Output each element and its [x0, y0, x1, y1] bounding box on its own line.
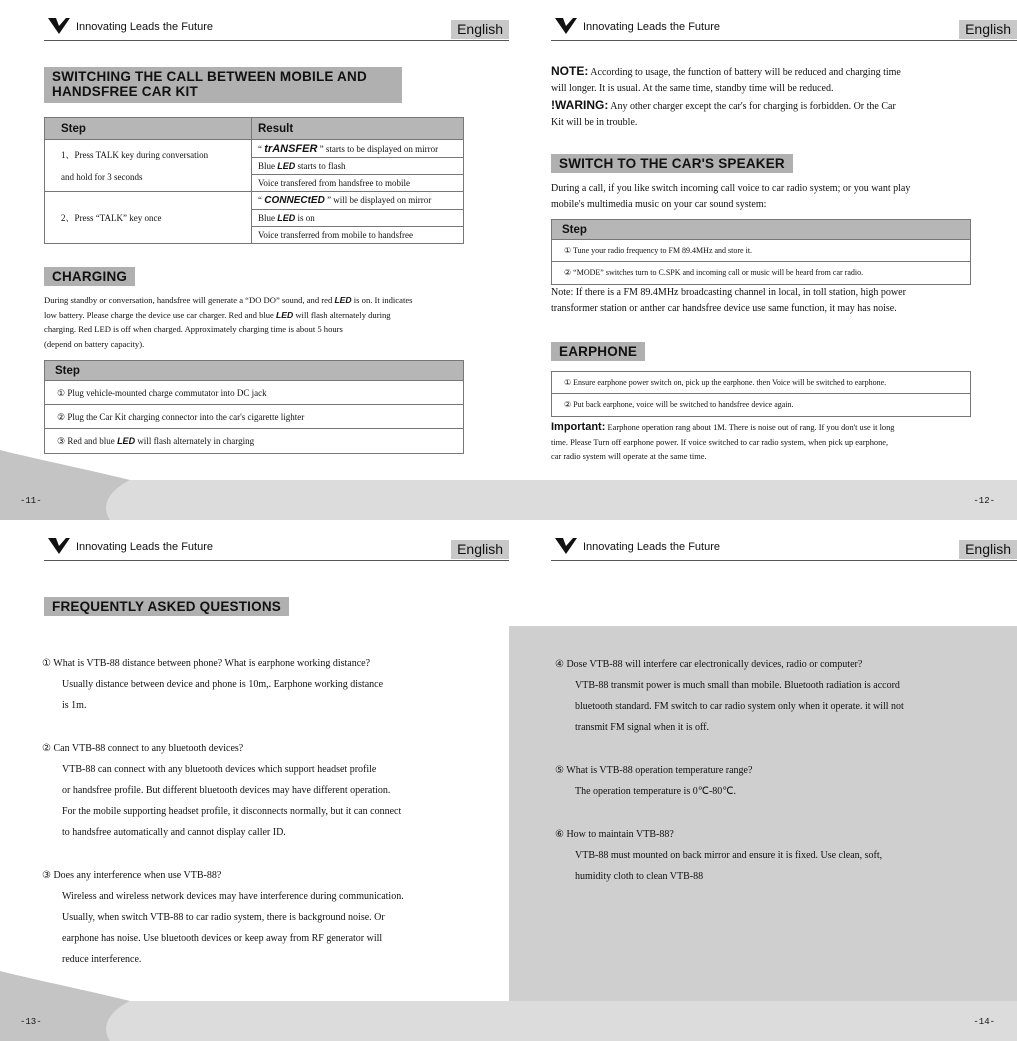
- speaker-steps: [551, 219, 971, 285]
- step-text: will flash alternately in charging: [135, 436, 255, 446]
- faq-answer-line: VTB-88 can connect with any bluetooth devices which support headset profile: [62, 764, 377, 775]
- text-run: During standby or conversation, handsfree will generate a “DO DO” sound, and red: [44, 295, 335, 305]
- text-line: [44, 293, 504, 308]
- brand-logo-icon: [48, 538, 70, 554]
- text-line: Kit will be in trouble.: [551, 117, 638, 128]
- text-line: mobile's multimedia music on your car sound system:: [551, 199, 767, 210]
- footer-swoosh-icon: [0, 971, 160, 1041]
- text-line: time. Please Turn off earphone power. If voice switched to car radio system, when pick up earphone,: [551, 437, 889, 447]
- result-cell: [252, 192, 464, 210]
- faq-answer-line: VTB-88 transmit power is much small than mobile. Bluetooth radiation is accord: [575, 680, 900, 691]
- footer-band: [509, 1001, 1017, 1041]
- note-label: NOTE:: [551, 64, 589, 78]
- faq-answer-line: transmit FM signal when it is off.: [575, 722, 709, 733]
- step-1-line-1: 1、Press TALK key during conversation: [61, 149, 209, 160]
- faq-question: ④ Dose VTB-88 will interfere car electronically devices, radio or computer?: [555, 659, 863, 670]
- switch-call-table: [44, 117, 464, 244]
- table-header-row: [45, 118, 464, 140]
- step-cell-2: [45, 192, 252, 244]
- page-14: [509, 520, 1017, 1041]
- result-text: Voice transferred from mobile to handsfree: [258, 230, 414, 240]
- list-item: ① Ensure earphone power switch on, pick up the earphone. then Voice will be switched to earphone.: [552, 372, 970, 394]
- step-text: ② Plug the Car Kit charging connector into the car's cigarette lighter: [57, 412, 305, 422]
- language-label: English: [959, 20, 1017, 39]
- text-line: transformer station or anther car handsfree device use same function, it may has noise.: [551, 303, 897, 314]
- col-step: Step: [45, 118, 252, 140]
- faq-question: ③ Does any interference when use VTB-88?: [42, 870, 222, 881]
- text-run: Any other charger except the car's for charging is forbidden. Or the Car: [608, 101, 896, 112]
- led-display-text: CONNECtED: [264, 195, 325, 206]
- language-label: English: [959, 540, 1017, 559]
- header-tagline: Innovating Leads the Future: [583, 21, 720, 33]
- important-paragraph: [551, 420, 1013, 465]
- section-title-line-1: SWITCHING THE CALL BETWEEN MOBILE AND: [52, 69, 367, 84]
- language-label: English: [451, 540, 509, 559]
- result-cell: [252, 175, 464, 192]
- language-label: English: [451, 20, 509, 39]
- header-tagline: Innovating Leads the Future: [76, 541, 213, 553]
- brand-logo-icon: [48, 18, 70, 34]
- brand-logo-icon: [555, 18, 577, 34]
- faq-answer-line: bluetooth standard. FM switch to car radio system only when it operate. it will not: [575, 701, 904, 712]
- page-13: [0, 520, 509, 1041]
- faq-answer-line: Usually, when switch VTB-88 to car radio system, there is background noise. Or: [62, 912, 385, 923]
- step-cell-1: [45, 140, 252, 192]
- list-item: ② Put back earphone, voice will be switched to handsfree device again.: [564, 400, 794, 409]
- result-text: “: [258, 143, 265, 154]
- brand-logo-icon: [555, 538, 577, 554]
- result-text: is on: [295, 213, 315, 223]
- page-header: [0, 16, 509, 42]
- faq-answer-line: reduce interference.: [62, 954, 142, 965]
- page-number: -14-: [973, 1017, 995, 1027]
- result-text: Blue: [258, 213, 278, 223]
- result-cell: [252, 140, 464, 158]
- page-header: [509, 536, 1017, 562]
- faq-list: [555, 654, 1005, 887]
- page-number: -12-: [973, 496, 995, 506]
- faq-answer-line: earphone has noise. Use bluetooth devices or keep away from RF generator will: [62, 933, 383, 944]
- earphone-steps: [551, 371, 971, 417]
- faq-question: ⑥ How to maintain VTB-88?: [555, 829, 674, 840]
- header-tagline: Innovating Leads the Future: [583, 541, 720, 553]
- text-line: (depend on battery capacity).: [44, 338, 145, 349]
- page-header: [509, 16, 1017, 42]
- faq-answer-line: For the mobile supporting headset profile, it disconnects normally, but it can connect: [62, 806, 402, 817]
- faq-question: ① What is VTB-88 distance between phone? What is earphone working distance?: [42, 658, 371, 669]
- led-display-text: LED: [277, 161, 296, 171]
- faq-answer-line: VTB-88 must mounted on back mirror and ensure it is fixed. Use clean, soft,: [575, 850, 883, 861]
- result-cell: [252, 210, 464, 227]
- list-item: ② “MODE” switches turn to C.SPK and incoming call or music will be heard from car radio.: [564, 268, 864, 277]
- faq-gap: [555, 802, 1005, 824]
- faq-gap: [42, 716, 502, 738]
- list-item: [45, 405, 463, 429]
- step-text: ③ Red and blue: [57, 436, 118, 446]
- faq-answer-line: Wireless and wireless network devices may have interference during communication.: [62, 891, 404, 902]
- header-rule: [551, 560, 1017, 561]
- led-display-text: trANSFER: [264, 142, 318, 155]
- text-line: car radio system will operate at the same time.: [551, 452, 707, 461]
- faq-gap: [42, 843, 502, 865]
- led-text: LED: [117, 436, 136, 446]
- faq-question: ⑤ What is VTB-88 operation temperature range?: [555, 765, 753, 776]
- text-run: According to usage, the function of battery will be reduced and charging time: [588, 67, 901, 78]
- section-title-line-2: HANDSFREE CAR KIT: [52, 84, 198, 99]
- header-rule: [44, 40, 509, 41]
- text-line: [551, 97, 1013, 115]
- header-tagline: Innovating Leads the Future: [76, 21, 213, 33]
- section-title-faq: FREQUENTLY ASKED QUESTIONS: [44, 597, 289, 616]
- footer-band: [509, 480, 1017, 520]
- charging-steps: [44, 360, 464, 454]
- result-text: “: [258, 195, 265, 205]
- section-title-switching-call: [44, 67, 402, 103]
- speaker-paragraph: [551, 181, 1013, 213]
- text-line: During a call, if you like switch incoming call voice to car radio system; or you want play: [551, 183, 911, 194]
- faq-gap: [555, 738, 1005, 760]
- text-line: Note: If there is a FM 89.4MHz broadcasting channel in local, in toll station, high power: [551, 287, 906, 298]
- step-text: ① Plug vehicle-mounted charge commutator into DC jack: [57, 388, 267, 398]
- header-rule: [551, 40, 1017, 41]
- text-line: [551, 420, 1013, 436]
- steps-header: Step: [45, 361, 463, 381]
- text-run: will flash alternately during: [293, 309, 391, 320]
- page-number: -13-: [20, 1017, 42, 1027]
- faq-answer-line: Usually distance between device and phone is 10m,. Earphone working distance: [62, 679, 384, 690]
- section-title-earphone: EARPHONE: [551, 342, 645, 361]
- led-text: LED: [334, 295, 352, 305]
- text-line: [551, 63, 1013, 81]
- text-line: charging. Red LED is off when charged. Approximately charging time is about 5 hours: [44, 324, 343, 334]
- text-run: is on. It indicates: [351, 295, 413, 305]
- table-row: [45, 140, 464, 158]
- result-cell: [252, 227, 464, 244]
- page-11: [0, 0, 509, 520]
- faq-list: [42, 653, 502, 970]
- section-title-charging: CHARGING: [44, 267, 135, 286]
- text-run: low battery. Please charge the device use car charger. Red and blue: [44, 309, 277, 320]
- faq-question: ② Can VTB-88 connect to any bluetooth devices?: [42, 743, 244, 754]
- charging-paragraph: [44, 293, 504, 351]
- note-paragraph: [551, 63, 1013, 131]
- section-title-speaker: SWITCH TO THE CAR'S SPEAKER: [551, 154, 793, 173]
- result-text: ” starts to be displayed on mirror: [317, 143, 439, 154]
- text-line: will longer. It is usual. At the same time, standby time will be reduced.: [551, 83, 834, 94]
- header-rule: [44, 560, 509, 561]
- page-12: [509, 0, 1017, 520]
- led-text: LED: [276, 309, 294, 320]
- list-item: ① Tune your radio frequency to FM 89.4MHz and store it.: [552, 240, 970, 262]
- page-header: [0, 536, 509, 562]
- faq-answer-line: humidity cloth to clean VTB-88: [575, 871, 704, 882]
- page-number: -11-: [20, 496, 42, 506]
- list-item: [45, 381, 463, 405]
- faq-answer-line: The operation temperature is 0℃-80℃.: [575, 786, 737, 797]
- result-text: Blue: [258, 161, 278, 171]
- important-label: Important:: [551, 421, 606, 433]
- text-line: [44, 308, 504, 323]
- step-2-line-1: 2、Press “TALK” key once: [61, 213, 162, 223]
- faq-answer-line: or handsfree profile. But different bluetooth devices may have different operation.: [62, 785, 391, 796]
- result-text: ” will be displayed on mirror: [324, 195, 432, 205]
- table-row: [45, 192, 464, 210]
- result-text: starts to flash: [295, 161, 346, 171]
- step-1-line-2: and hold for 3 seconds: [61, 171, 143, 182]
- faq-answer-line: to handsfree automatically and cannot display caller ID.: [62, 827, 286, 838]
- result-text: Voice transfered from handsfree to mobile: [258, 178, 411, 188]
- steps-header: Step: [552, 220, 970, 240]
- text-run: Earphone operation rang about 1M. There is noise out of rang. If you don't use it long: [605, 423, 895, 432]
- warning-label: !WARING:: [551, 98, 609, 112]
- col-result: Result: [252, 118, 464, 140]
- faq-answer-line: is 1m.: [62, 700, 87, 711]
- speaker-note: [551, 285, 1013, 317]
- footer-swoosh-icon: [0, 450, 160, 520]
- led-display-text: LED: [277, 213, 296, 223]
- result-cell: [252, 158, 464, 175]
